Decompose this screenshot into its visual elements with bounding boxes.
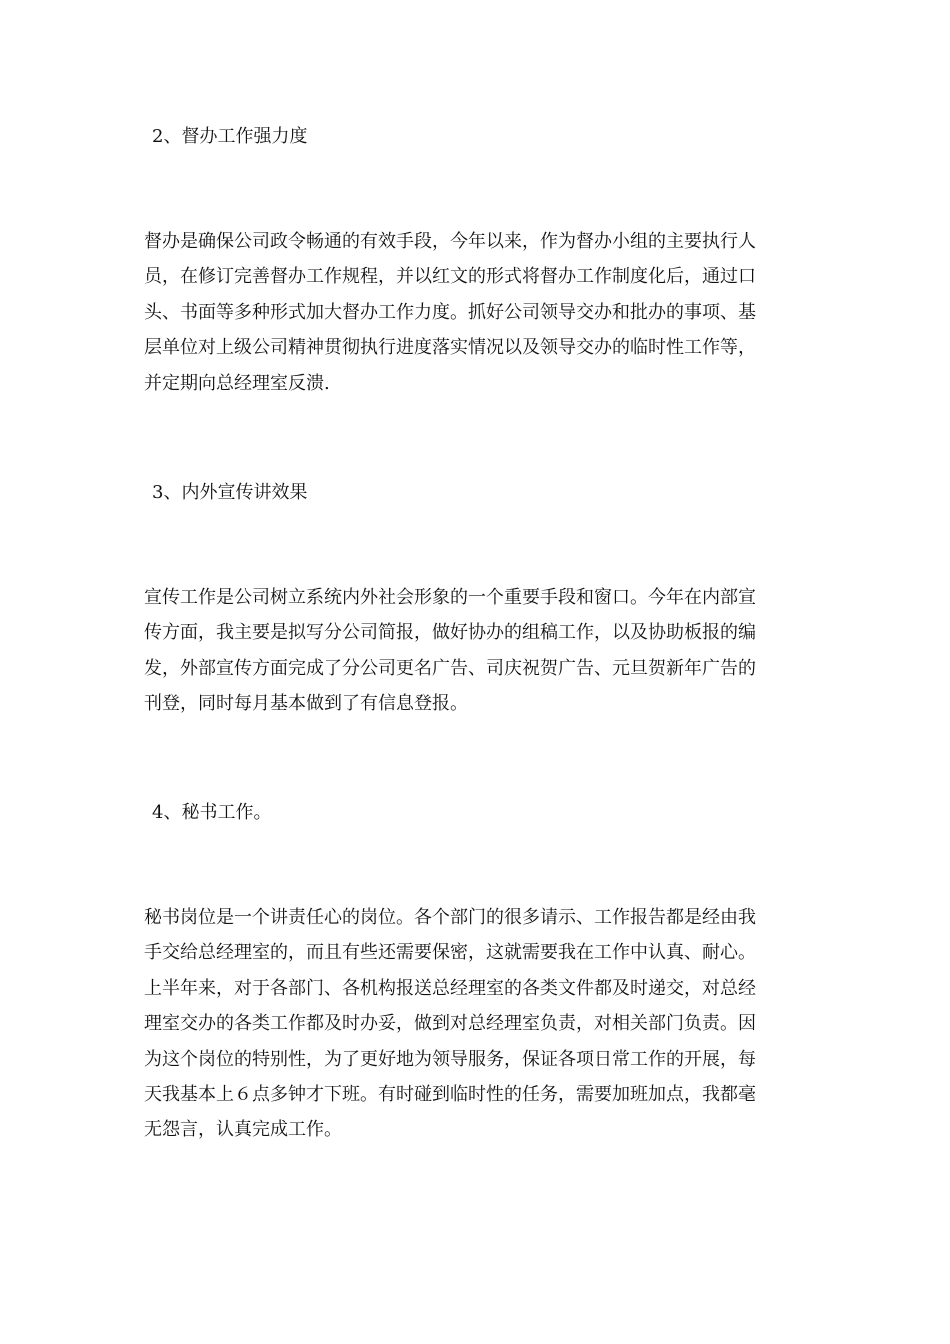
paragraph-line: 无怨言，认真完成工作。 (144, 1119, 342, 1141)
paragraph-line: 并定期向总经理室反溃. (144, 372, 330, 394)
section-paragraph (144, 580, 824, 722)
paragraph-line: 刊登，同时每月基本做到了有信息登报。 (144, 693, 468, 715)
section-paragraph (144, 900, 824, 1148)
paragraph-line: 手交给总经理室的，而且有些还需要保密，这就需要我在工作中认真、耐心。 (144, 942, 756, 964)
paragraph-line: 传方面，我主要是拟写分公司简报，做好协办的组稿工作，以及协助板报的编 (144, 622, 756, 644)
paragraph-line: 天我基本上６点多钟才下班。有时碰到临时性的任务，需要加班加点，我都毫 (144, 1083, 756, 1105)
paragraph-line: 督办是确保公司政令畅通的有效手段，今年以来，作为督办小组的主要执行人 (144, 231, 756, 252)
section-heading: 3、内外宣传讲效果 (152, 482, 308, 503)
paragraph-line: 员，在修订完善督办工作规程，并以红文的形式将督办工作制度化后，通过口 (144, 266, 756, 288)
paragraph-line: 理室交办的各类工作都及时办妥，做到对总经理室负责，对相关部门负责。因 (144, 1013, 756, 1035)
paragraph-line: 发，外部宣传方面完成了分公司更名广告、司庆祝贺广告、元旦贺新年广告的 (144, 657, 756, 679)
section-heading: 4、秘书工作。 (152, 802, 272, 823)
paragraph-line: 秘书岗位是一个讲责任心的岗位。各个部门的很多请示、工作报告都是经由我 (144, 907, 756, 928)
section-heading: 2、督办工作强力度 (152, 126, 308, 147)
paragraph-line: 头、书面等多种形式加大督办工作力度。抓好公司领导交办和批办的事项、基 (144, 301, 756, 323)
paragraph-line: 层单位对上级公司精神贯彻执行进度落实情况以及领导交办的临时性工作等， (144, 337, 756, 359)
paragraph-line: 为这个岗位的特别性，为了更好地为领导服务，保证各项日常工作的开展，每 (144, 1048, 756, 1070)
section-paragraph (144, 224, 824, 401)
paragraph-line: 宣传工作是公司树立系统内外社会形象的一个重要手段和窗口。今年在内部宣 (144, 587, 756, 608)
paragraph-line: 上半年来，对于各部门、各机构报送总经理室的各类文件都及时递交，对总经 (144, 977, 756, 999)
